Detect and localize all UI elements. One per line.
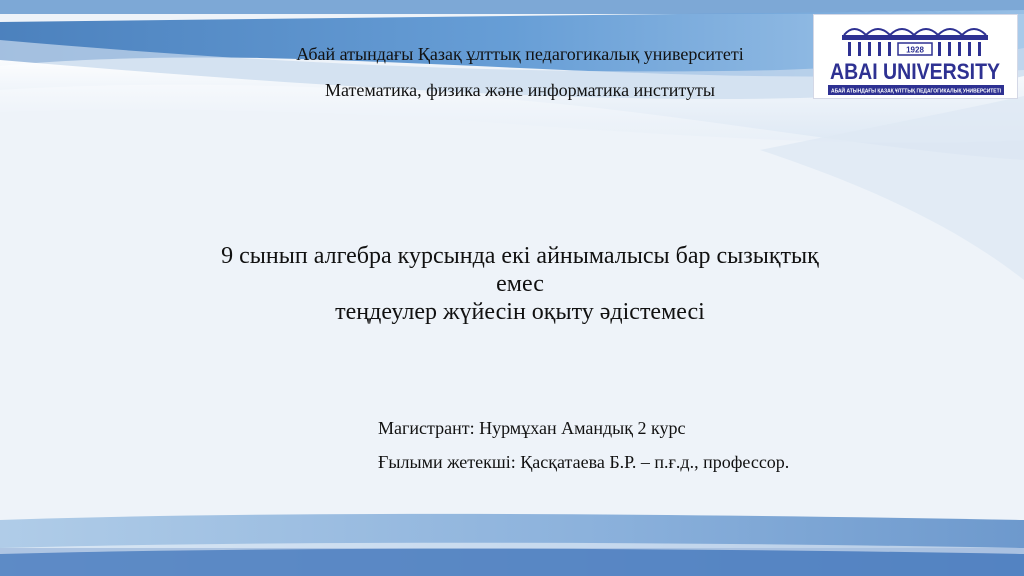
logo-subtitle: АБАЙ АТЫНДАҒЫ ҚАЗАҚ ҰЛТТЫҚ ПЕДАГОГИКАЛЫҚ УНИВЕРСИТЕТІ (831, 88, 1017, 95)
title-line-1: 9 сынып алгебра курсында екі айнымалысы бар сызықтық (221, 243, 819, 269)
logo-brand-text: ABAI UNIVERSITY (830, 59, 1001, 84)
abai-university-logo-icon (814, 15, 1017, 98)
supervisor-line: Ғылыми жетекші: Қасқатаева Б.Р. – п.ғ.д., профессор. (378, 452, 790, 472)
institute-name: Математика, физика және информатика институты (325, 80, 715, 100)
title-line-2: емес (496, 271, 544, 297)
presentation-title (150, 242, 890, 326)
title-line-3: теңдеулер жүйесін оқыту әдістемесі (335, 299, 705, 325)
university-logo (813, 14, 1018, 99)
author-line: Магистрант: Нурмұхан Амандық 2 курс (378, 418, 686, 438)
university-name: Абай атындағы Қазақ ұлттық педагогикалық университеті (296, 44, 744, 64)
logo-year: 1928 (906, 45, 924, 55)
